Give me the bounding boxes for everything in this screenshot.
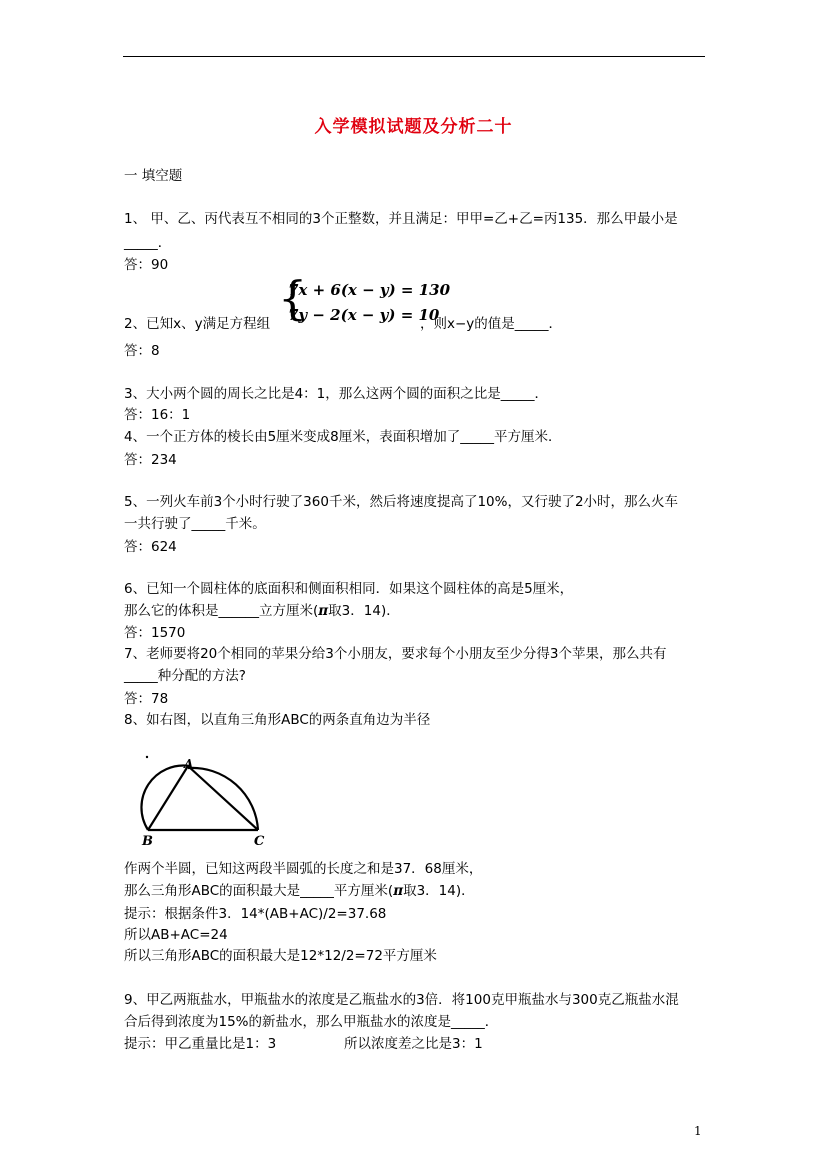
q9-hint-a: 提示：甲乙重量比是1：3 <box>124 1036 277 1052</box>
q5-answer: 答：624 <box>124 539 177 555</box>
q3-answer: 答：16：1 <box>124 407 191 423</box>
q6-text-post: 取3．14)． <box>328 603 400 619</box>
q8-text-pre: 那么三角形ABC的面积最大是_____平方厘米( <box>124 883 394 899</box>
q4-answer: 答：234 <box>124 452 177 468</box>
q8-text: 8、如右图，以直角三角形ABC的两条直角边为半径 <box>124 712 431 728</box>
q9-text-cont: 合后得到浓度为15%的新盐水，那么甲瓶盐水的浓度是_____． <box>124 1014 499 1030</box>
q9-hint-b: 所以浓度差之比是3：1 <box>344 1036 483 1052</box>
label-a: A <box>184 757 194 771</box>
pi-symbol: π <box>393 883 404 899</box>
q1-text: 1、 甲、乙、丙代表互不相同的3个正整数，并且满足：甲甲=乙+乙=丙135．那么甲最小是 <box>124 211 678 227</box>
q3-text: 3、大小两个圆的周长之比是4：1，那么这两个圆的面积之比是_____． <box>124 386 549 402</box>
q6-text-cont <box>124 602 400 620</box>
q8-text-cont: 作两个半圆，已知这两段半圆弧的长度之和是37．68厘米， <box>124 861 483 877</box>
header-rule <box>123 56 705 57</box>
q8-hint-3: 所以三角形ABC的面积最大是12*12/2=72平方厘米 <box>124 948 437 964</box>
q9-text: 9、甲乙两瓶盐水，甲瓶盐水的浓度是乙瓶盐水的3倍．将100克甲瓶盐水与300克乙瓶盐水混 <box>124 992 679 1008</box>
page-number: 1 <box>694 1124 702 1138</box>
q1-blank: _____． <box>124 235 172 251</box>
q1-answer: 答：90 <box>124 257 169 273</box>
semicircle-triangle-figure <box>126 752 276 848</box>
q6-text: 6、已知一个圆柱体的底面积和侧面积相同．如果这个圆柱体的高是5厘米， <box>124 581 574 597</box>
equation-1: 7x + 6(x − y) = 130 <box>288 281 451 299</box>
q8-text-post: 取3．14)． <box>403 883 475 899</box>
q8-hint-2: 所以AB+AC=24 <box>124 927 228 943</box>
label-b: B <box>142 834 153 848</box>
q2-suffix: ，则x−y的值是_____． <box>420 316 563 332</box>
label-c: C <box>254 834 265 848</box>
q7-answer: 答：78 <box>124 691 169 707</box>
q7-text-cont: _____种分配的方法? <box>124 668 246 684</box>
q8-text-cont-2 <box>124 882 475 900</box>
q6-text-pre: 那么它的体积是______立方厘米( <box>124 603 319 619</box>
q4-text: 4、一个正方体的棱长由5厘米变成8厘米，表面积增加了_____平方厘米． <box>124 429 562 445</box>
equation-system <box>278 271 451 330</box>
q2-prefix: 2、已知x、y满足方程组 <box>124 316 271 332</box>
q8-hint-1: 提示：根据条件3．14*(AB+AC)/2=37.68 <box>124 906 387 922</box>
q7-text: 7、老师要将20个相同的苹果分给3个小朋友，要求每个小朋友至少分得3个苹果，那么共有 <box>124 646 667 662</box>
equation-2: 7y − 2(x − y) = 10 <box>288 306 440 324</box>
q6-answer: 答：1570 <box>124 625 186 641</box>
section-heading: 一 填空题 <box>124 168 183 184</box>
pi-symbol: π <box>318 603 329 619</box>
q5-text-cont: 一共行驶了_____千米。 <box>124 516 266 532</box>
left-brace: { <box>278 271 308 325</box>
q2-answer: 答：8 <box>124 343 160 359</box>
page-title: 入学模拟试题及分析二十 <box>314 117 513 137</box>
q5-text: 5、一列火车前3个小时行驶了360千米，然后将速度提高了10%，又行驶了2小时，那么火车 <box>124 494 679 510</box>
